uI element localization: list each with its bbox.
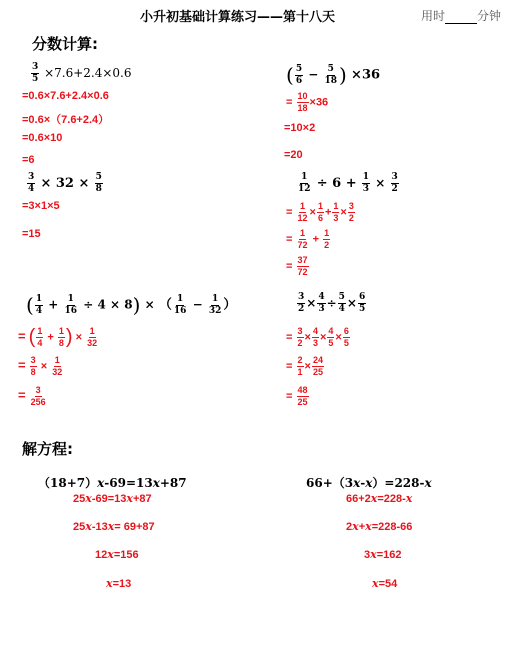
p1-step-1: =0.6×7.6+2.4×0.6: [22, 90, 109, 102]
problem-6: $\frac{3}{2}$ × $\frac{4}{3}$ ÷ $\frac{5}{4}$ × $\frac{6}{5}$: [298, 292, 366, 314]
e1-step-1: 25x-69=13x+87: [73, 492, 152, 505]
p6-step-2: = $\frac{2}{1}$ × $\frac{24}{25}$: [286, 355, 323, 377]
section-equations: 解方程:: [22, 440, 73, 458]
p3-step-1: =3×1×5: [22, 200, 60, 212]
p6-step-3: = $\frac{48}{25}$: [286, 385, 308, 407]
p2-step-3: =20: [284, 149, 303, 161]
problem-5: ( $\frac{1}{4}$ + $\frac{1}{16}$ ÷ 4 × 8) × （ $\frac{1}{16}$ − $\frac{1}{32}$ ）: [26, 293, 237, 317]
timer-field: [421, 7, 501, 24]
equation-1: （18+7）x-69=13x+87: [38, 476, 187, 490]
timer-unit: 分钟: [477, 9, 502, 23]
p1-step-3: =0.6×10: [22, 132, 63, 144]
problem-2: ( $\frac{5}{6}$ − $\frac{5}{18}$ ) ×36: [286, 63, 381, 87]
e1-step-4: x=13: [106, 577, 132, 590]
p3-step-2: =15: [22, 228, 41, 240]
p1-step-4: =6: [22, 154, 35, 166]
expression-text: ×7.6+2.4×0.6: [44, 66, 132, 80]
p5-step-1: = ( $\frac{1}{4}$ + $\frac{1}{8}$ ) × $\frac{1}{32}$: [18, 326, 98, 348]
p6-step-1: = $\frac{3}{2}$ × $\frac{4}{3}$ × $\frac{4}{5}$ × $\frac{6}{5}$: [286, 326, 349, 348]
e2-step-2: 2x+x=228-66: [346, 520, 413, 533]
timer-label: 用时: [421, 9, 446, 23]
page-title: 小升初基础计算练习——第十八天: [140, 10, 336, 25]
problem-1: [30, 63, 132, 84]
e2-step-3: 3x=162: [364, 548, 402, 561]
p1-step-2: =0.6×（7.6+2.4）: [22, 114, 110, 126]
e1-step-2: 25x-13x= 69+87: [73, 520, 155, 533]
p4-step-1: = $\frac{1}{12}$ × $\frac{1}{6}$ + $\frac{1}{3}$ × $\frac{3}{2}$: [286, 201, 354, 223]
p2-step-2: =10×2: [284, 122, 316, 134]
fraction: $\frac{3}{5}$: [32, 62, 39, 84]
p4-step-2: = $\frac{1}{72}$ + $\frac{1}{2}$: [286, 228, 330, 250]
section-fraction-calc: 分数计算:: [32, 35, 98, 53]
equation-2: 66+（3x-x）=228-x: [306, 476, 432, 490]
e1-step-3: 12x=156: [95, 548, 139, 561]
p2-step-1: = $\frac{10}{18}$ ×36: [286, 91, 329, 113]
p4-step-3: = $\frac{37}{72}$: [286, 255, 308, 277]
e2-step-1: 66+2x=228-x: [346, 492, 413, 505]
problem-4: $\frac{1}{12}$ ÷ 6 + $\frac{1}{3}$ × $\frac{3}{2}$: [298, 172, 398, 194]
e2-step-4: x=54: [372, 577, 398, 590]
problem-3: $\frac{3}{4}$ × 32 × $\frac{5}{8}$: [28, 172, 102, 194]
timer-blank[interactable]: [445, 13, 477, 24]
p5-step-2: = $\frac{3}{8}$ × $\frac{1}{32}$: [18, 355, 63, 377]
p5-step-3: = $\frac{3}{256}$: [18, 385, 46, 407]
